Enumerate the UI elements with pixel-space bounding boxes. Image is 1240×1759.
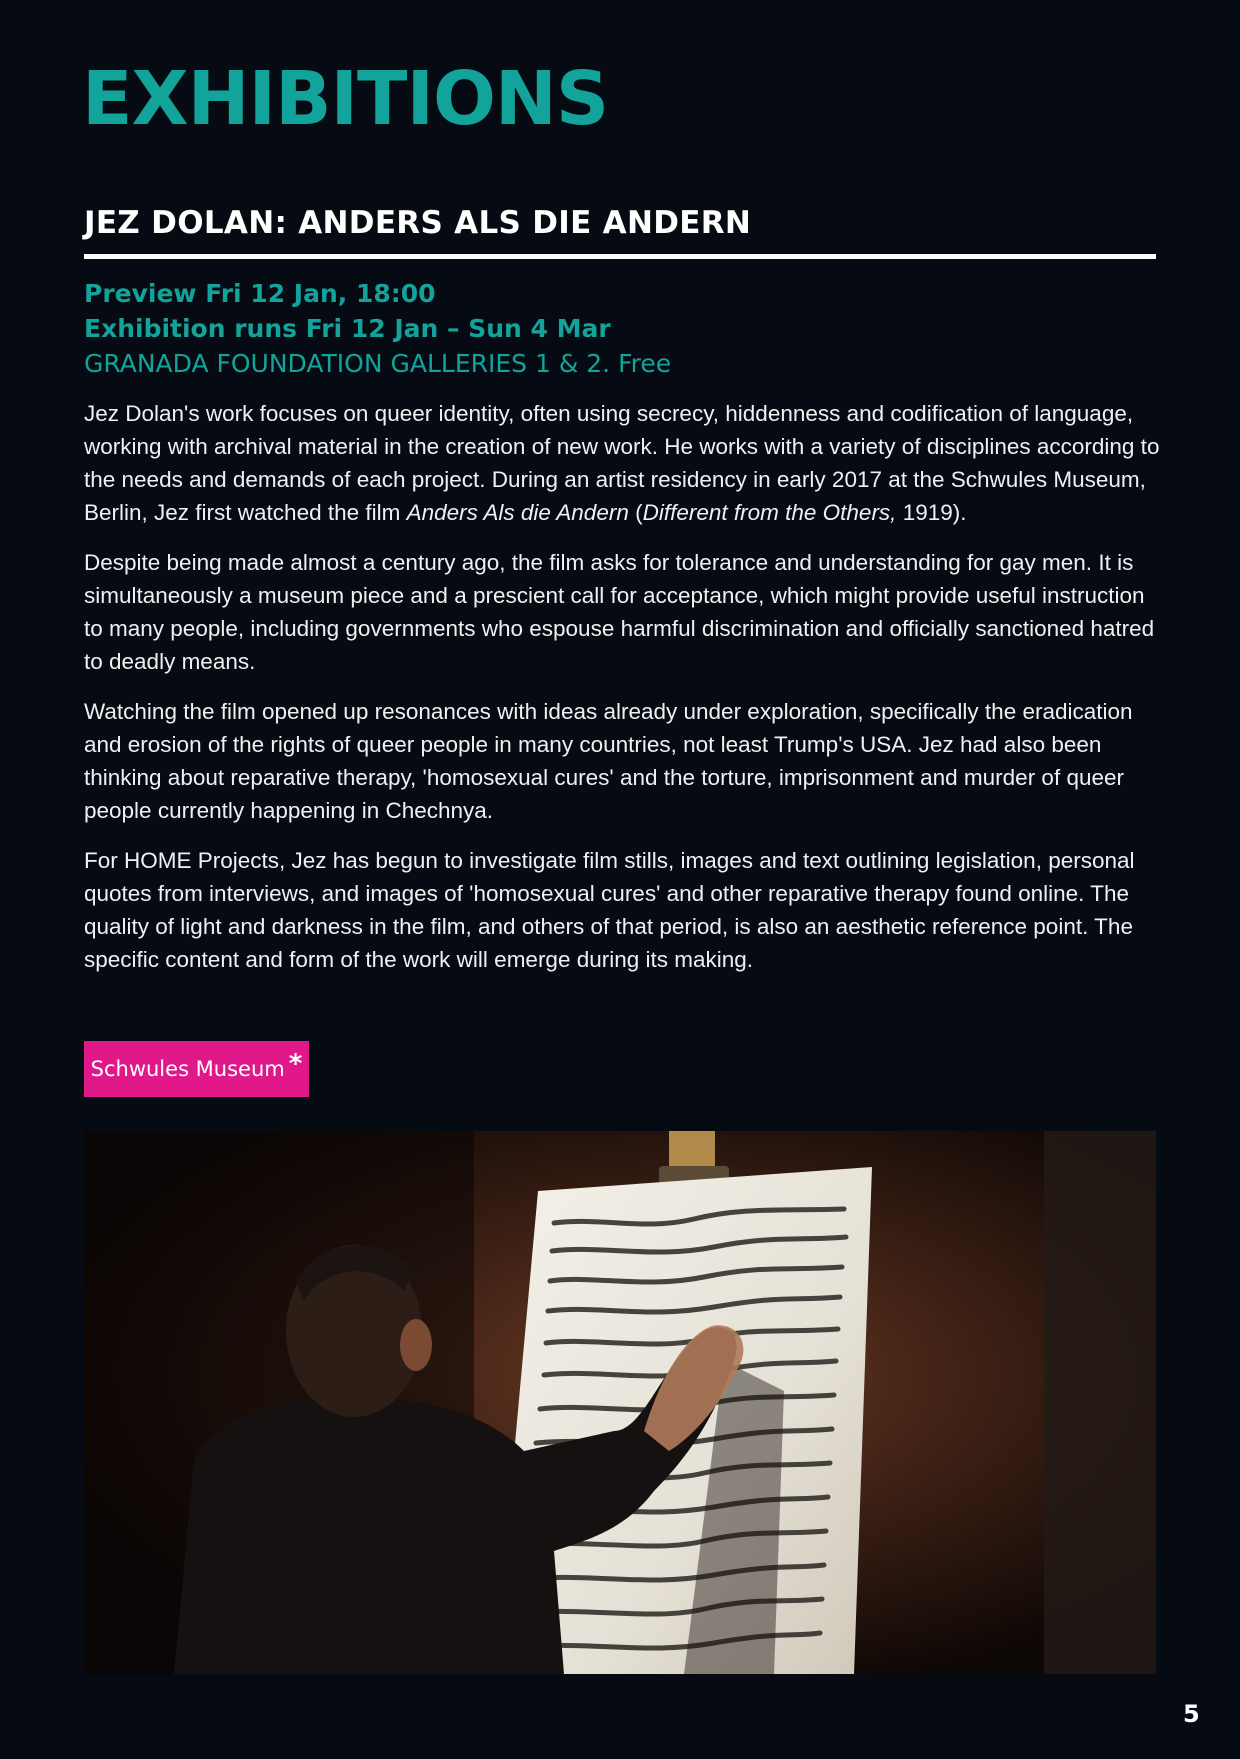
film-translation: Different from the Others, — [642, 500, 897, 525]
paragraph-1-text-c: 1919). — [896, 500, 967, 525]
paragraph-1 — [84, 397, 1160, 529]
photo-illustration — [84, 1131, 1156, 1674]
title-divider — [84, 254, 1156, 259]
film-title: Anders Als die Andern — [406, 500, 629, 525]
page-number: 5 — [1183, 1700, 1200, 1728]
run-dates: Exhibition runs Fri 12 Jan – Sun 4 Mar — [84, 314, 611, 343]
paragraph-4: For HOME Projects, Jez has begun to investigate film stills, images and text outlining legislation, personal quotes from interviews, and images of 'homosexual cures' and other reparative therapy found online. The quality of light and darkness in the film, and others of that period, is also an aesthetic reference point. The specific content and form of the work will emerge during its making. — [84, 848, 1135, 972]
venue: GRANADA FOUNDATION GALLERIES 1 & 2. Free — [84, 349, 672, 378]
preview-date: Preview Fri 12 Jan, 18:00 — [84, 279, 436, 308]
exhibition-title: JEZ DOLAN: ANDERS ALS DIE ANDERN — [84, 205, 752, 241]
paragraph-2: Despite being made almost a century ago, the film asks for tolerance and understanding for gay men. It is simultaneously a museum piece and a prescient call for acceptance, which might provide useful instruction to many people, including governments who espouse harmful discrimination and officially sanctioned hatred to deadly means. — [84, 550, 1155, 674]
paragraph-3: Watching the film opened up resonances with ideas already under exploration, specifically the eradication and erosion of the rights of queer people in many countries, not least Trump's USA. Jez had also been thinking about reparative therapy, 'homosexual cures' and the torture, imprisonment and murder of queer people currently happening in Chechnya. — [84, 699, 1133, 823]
schwules-museum-logo — [84, 1041, 309, 1097]
logo-star: * — [288, 1049, 303, 1079]
paragraph-1-text-b: ( — [628, 500, 643, 525]
exhibition-description — [84, 397, 1160, 993]
paragraph-1-text: Jez Dolan's work focuses on queer identity, often using secrecy, hiddenness and codification of language, working with archival material in the creation of new work. He works with a variety of disciplines according to the needs and demands of each project. During an artist residency in early 2017 at the Schwules Museum, Berlin, Jez first watched the film — [84, 401, 1160, 525]
logo-text: Schwules Museum — [90, 1057, 285, 1081]
exhibition-meta — [84, 276, 671, 381]
artist-writing-on-easel-photo — [84, 1131, 1156, 1674]
section-title: EXHIBITIONS — [82, 56, 609, 142]
